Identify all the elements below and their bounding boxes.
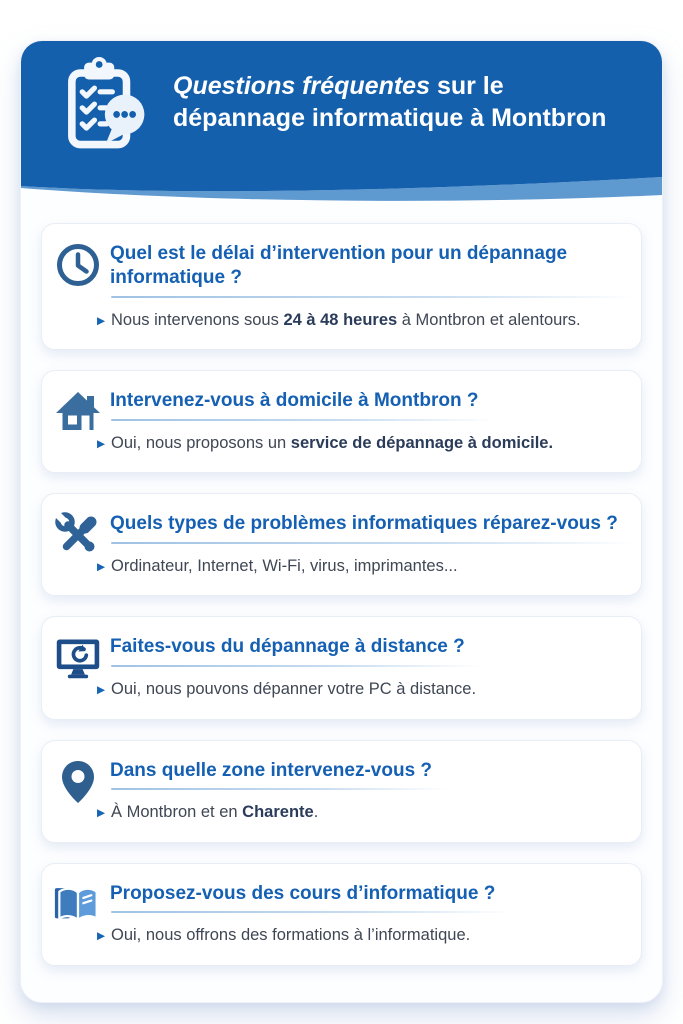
faq-card-content (97, 509, 621, 577)
arrow-bullet-icon: ▶ (97, 930, 106, 943)
location-pin-icon (54, 758, 102, 806)
faq-card (41, 740, 642, 843)
faq-card-content (97, 632, 621, 700)
tools-icon (54, 511, 102, 559)
page-title (173, 70, 606, 141)
faq-question: Faites-vous du dépannage à distance ? (110, 635, 465, 667)
arrow-bullet-icon: ▶ (97, 684, 106, 697)
faq-answer (97, 679, 621, 700)
faq-infographic (20, 40, 663, 1003)
faq-answer-text: Oui, nous offrons des formations à l’informatique. (111, 926, 471, 945)
faq-card-content (97, 239, 621, 331)
faq-list (21, 201, 662, 966)
arrow-bullet-icon: ▶ (97, 314, 106, 327)
faq-card-content (97, 756, 621, 824)
house-icon (54, 388, 102, 436)
faq-question: Proposez-vous des cours d’informatique ? (110, 882, 495, 914)
page-title-line2: dépannage informatique à Montbron (173, 104, 607, 132)
clipboard-checklist-chat-icon (53, 55, 151, 155)
arrow-bullet-icon: ▶ (97, 560, 106, 573)
faq-answer-text: Ordinateur, Internet, Wi-Fi, virus, imprimantes... (111, 556, 458, 575)
page-title-emphasis: Questions fréquentes (173, 71, 430, 100)
arrow-bullet-icon: ▶ (97, 437, 106, 450)
faq-answer (97, 802, 621, 823)
faq-answer (97, 925, 621, 946)
header (21, 41, 662, 155)
faq-question: Quels types de problèmes informatiques réparez-vous ? (110, 512, 618, 544)
remote-desktop-icon (54, 634, 102, 682)
faq-answer-text: Oui, nous proposons un service de dépannage à domicile. (111, 433, 554, 452)
header-wave-decoration (21, 155, 662, 201)
faq-card (41, 493, 642, 596)
faq-card (41, 223, 642, 350)
arrow-bullet-icon: ▶ (97, 807, 106, 820)
faq-answer-text: À Montbron et en Charente. (111, 803, 319, 822)
faq-answer (97, 556, 621, 577)
faq-card-content (97, 879, 621, 947)
faq-question: Quel est le délai d’intervention pour un dépannage informatique ? (110, 242, 621, 298)
faq-card (41, 863, 642, 966)
faq-card (41, 616, 642, 719)
faq-answer-text: Nous intervenons sous 24 à 48 heures à Montbron et alentours. (111, 310, 581, 329)
clock-icon (54, 241, 102, 289)
faq-question: Dans quelle zone intervenez-vous ? (110, 759, 432, 791)
faq-answer-text: Oui, nous pouvons dépanner votre PC à distance. (111, 680, 477, 699)
faq-answer (97, 433, 621, 454)
faq-question: Intervenez-vous à domicile à Montbron ? (110, 389, 478, 421)
faq-card (41, 370, 642, 473)
open-book-icon (54, 881, 102, 929)
page-title-rest: sur le (430, 71, 504, 100)
faq-answer (97, 310, 621, 331)
faq-card-content (97, 386, 621, 454)
